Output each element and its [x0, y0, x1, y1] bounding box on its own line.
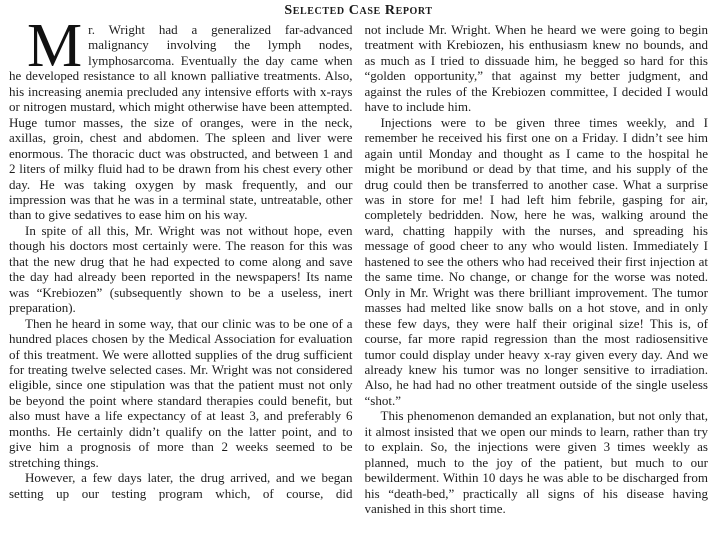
left-column	[9, 22, 353, 536]
dropcap-letter: M	[27, 22, 83, 80]
paragraph: This phenomenon demanded an explanation, but not only that, it almost insisted that we open our minds to learn, rather than try to explain. So, the injections were given 3 times weekly as planned, much to the joy of the patient, but much to our bewilderment. Within 10 days he was able to be discharged from his “death-bed,” practically all signs of his disease having vanished in this short time.	[364, 408, 708, 517]
paragraph: In spite of all this, Mr. Wright was not without hope, even though his doctors most certainly were. The reason for this was that the new drug that he had expected to come along and save the day had already been reported in the newspapers! Its name was “Krebiozen” (subsequently shown to be a useless, inert preparation).	[9, 222, 353, 316]
paragraph: Injections were to be given three times weekly, and I remember he received his first one on a Friday. I didn’t see him again until Monday and thought as I came to the hospital he might be moribund or dead by that time, and his supply of the drug could then be transferred to another case. What a surprise was in store for me! I had left him febrile, gasping for air, completely bedridden. Now, here he was, walking around the ward, chatting happily with the nurses, and spreading his message of good cheer to any who would listen. Immediately I hastened to see the others who had received their first injection at the same time. No change, or change for the worse was noted. Only in Mr. Wright was there brilliant improvement. The tumor masses had melted like snow balls on a hot stove, and in only these few days, they were half their original size! This is, of course, far more rapid regression than the most radiosensitive tumor could display under heavy x-ray given every day. And we already knew his tumor was no longer sensitive to irradiation. Also, he had had no other treatment outside of the single useless “shot.”	[364, 114, 708, 408]
paragraph: Then he heard in some way, that our clinic was to be one of a hundred places chosen by the Medical Association for evaluation of this treatment. We were allotted supplies of the drug sufficient for treating twelve selected cases. Mr. Wright was not considered eligible, since one stipulation was that the patient must not only be beyond the point where standard therapies could benefit, but also must have a life expectancy of at least 3, and preferably 6 months. He certainly didn’t qualify on the latter point, and to give him a prognosis of more than 2 weeks seemed to be stretching things.	[9, 315, 353, 470]
page-title: Selected Case Report	[284, 3, 433, 18]
paragraph-continued-to-next-column: However, a few days later, the drug arrived, and we began setting up our testing program which, of course, did	[9, 470, 353, 501]
paragraph-continuation: not include Mr. Wright. When he heard we were going to begin treatment with Krebiozen, his enthusiasm knew no bounds, and as much as I tried to dissuade him, he begged so hard for this “golden opportunity,” that against my better judgment, and against the rules of the Krebiozen committee, I decided I would have to include him.	[364, 22, 708, 115]
text-columns	[9, 22, 708, 536]
right-column	[365, 22, 709, 536]
paragraph-opening	[9, 22, 353, 223]
paragraph-text: r. Wright had a generalized far-advanced malignancy involving the lymph nodes, lymphosarcoma. Eventually the day came when he developed resistance to all known palliative treatments. Also, his increasing anemia precluded any intensive efforts with x-rays or nitrogen mustard, which might otherwise have been attempted. Huge tumor masses, the size of oranges, were in the neck, axillas, groin, chest and abdomen. The spleen and liver were enormous. The thoracic duct was obstructed, and between 1 and 2 liters of milky fluid had to be drawn from his chest every other day. He was taking oxygen by mask frequently, and our impression was that he was in a terminal state, untreatable, other than to give sedatives to ease him on his way.	[9, 22, 353, 223]
